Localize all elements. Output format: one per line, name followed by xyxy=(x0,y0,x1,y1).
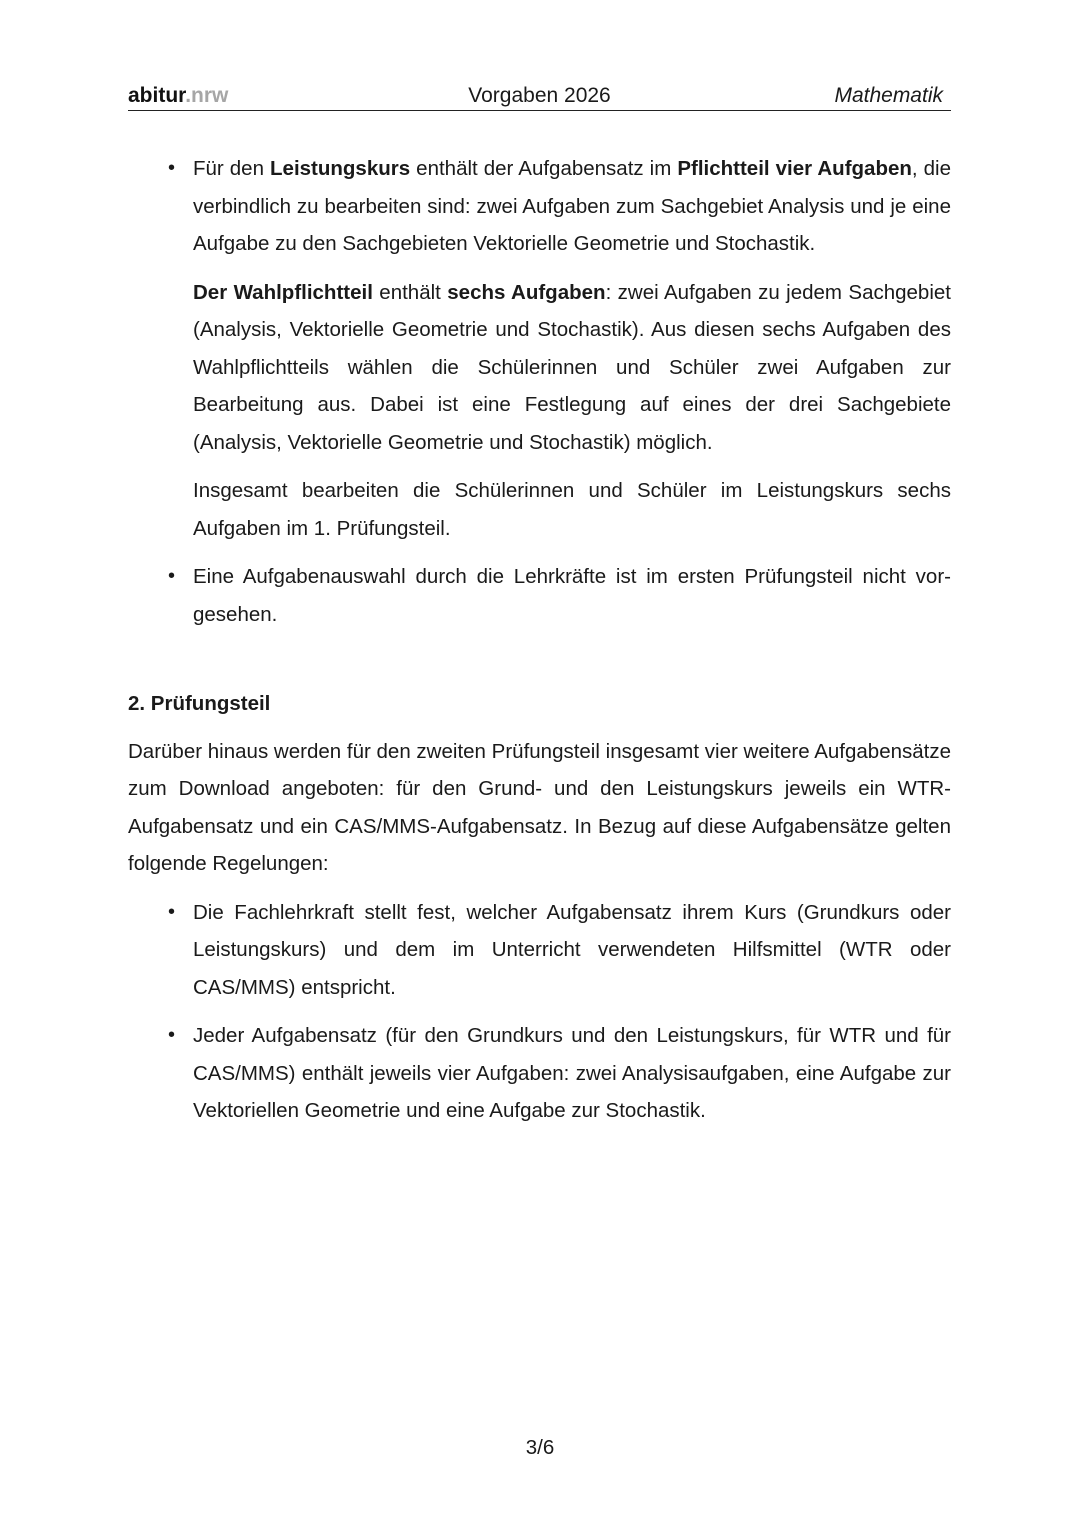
text-span: enthält xyxy=(372,280,448,304)
part2-bullet-list xyxy=(128,894,951,1130)
list-item xyxy=(128,894,951,1007)
paragraph-aufgabenauswahl: Eine Aufgabenauswahl durch die Lehrkräfte ist im ersten Prüfungsteil nicht vorgesehen. xyxy=(193,565,951,626)
bold-span: Pflichtteil vier Aufgaben xyxy=(677,157,912,180)
text-span: : zwei Aufgaben zu jedem Sachgebiet (Analysis, Vektorielle Geometrie und Stochastik). Aus diesen sechs Aufgaben des Wahlpflichtteils wählen die Schülerinnen und Schüler zwei Aufgaben zur Bearbeitung aus. Dabei ist eine Festlegung auf eines der drei Sachgebiete (Analysis, Vektorielle Geometrie und Stochastik) möglich. xyxy=(193,280,951,454)
document-body xyxy=(128,150,951,1141)
brand-suffix: .nrw xyxy=(185,84,229,107)
bullet-icon: • xyxy=(168,1024,176,1046)
header-subject: Mathematik xyxy=(834,84,943,107)
list-item-text: Jeder Aufgabensatz (für den Grundkurs und den Leistungskurs, für WTR und für CAS/MMS) enthält jeweils vier Aufgaben: zwei Analysisaufgaben, eine Aufgabe zur Vektoriellen Geometrie und eine Aufgabe zur Stochastik. xyxy=(193,1024,951,1122)
bullet-aufgabenauswahl xyxy=(128,558,951,633)
list-item-text: Die Fachlehrkraft stellt fest, welcher Aufgabensatz ihrem Kurs (Grundkurs oder Leistungskurs) und dem im Unterricht verwendeten Hilfsmittel (WTR oder CAS/MMS) entspricht. xyxy=(193,900,951,999)
part1-bullet-list xyxy=(128,150,951,633)
text-span: enthält der Aufgabensatz im xyxy=(410,157,678,180)
bold-span: Der Wahlpflichtteil xyxy=(193,280,373,304)
bullet-icon: • xyxy=(168,565,176,587)
page-header xyxy=(128,84,951,111)
section-heading: 2. Prüfungsteil xyxy=(128,692,271,715)
paragraph-pflichtteil xyxy=(193,150,951,263)
text-span: Für den xyxy=(193,157,271,180)
bullet-icon: • xyxy=(168,900,176,923)
page-number: 3/6 xyxy=(525,1436,555,1459)
list-item xyxy=(128,1017,951,1130)
bold-span: Leistungskurs xyxy=(270,157,411,180)
brand-main: abitur xyxy=(128,84,186,107)
header-title: Vorgaben 2026 xyxy=(468,84,611,107)
bold-span: sechs Aufgaben xyxy=(447,280,606,304)
bullet-leistungskurs xyxy=(128,150,951,547)
text-span: , die verbindlich zu bearbeiten sind: zwei Aufgaben zum Sachgebiet Analysis und je eine Aufgabe zu den Sachgebieten Vektorielle Geometrie und Stochastik. xyxy=(193,157,951,255)
paragraph-wahlpflichtteil xyxy=(193,274,951,462)
paragraph-insgesamt: Insgesamt bearbeiten die Schülerinnen und Schüler im Leistungskurs sechs Aufgaben im 1. Prüfungsteil. xyxy=(193,479,951,540)
section-intro: Darüber hinaus werden für den zweiten Prüfungsteil insgesamt vier weitere Aufgabensätze zum Download angeboten: für den Grund- und den Leistungskurs jeweils ein WTR-Aufgabensatz und ein CAS/MMS-Aufgabensatz. In Bezug auf diese Aufgabensätze gelten folgende Regelungen: xyxy=(128,739,951,875)
bullet-icon: • xyxy=(168,157,176,179)
